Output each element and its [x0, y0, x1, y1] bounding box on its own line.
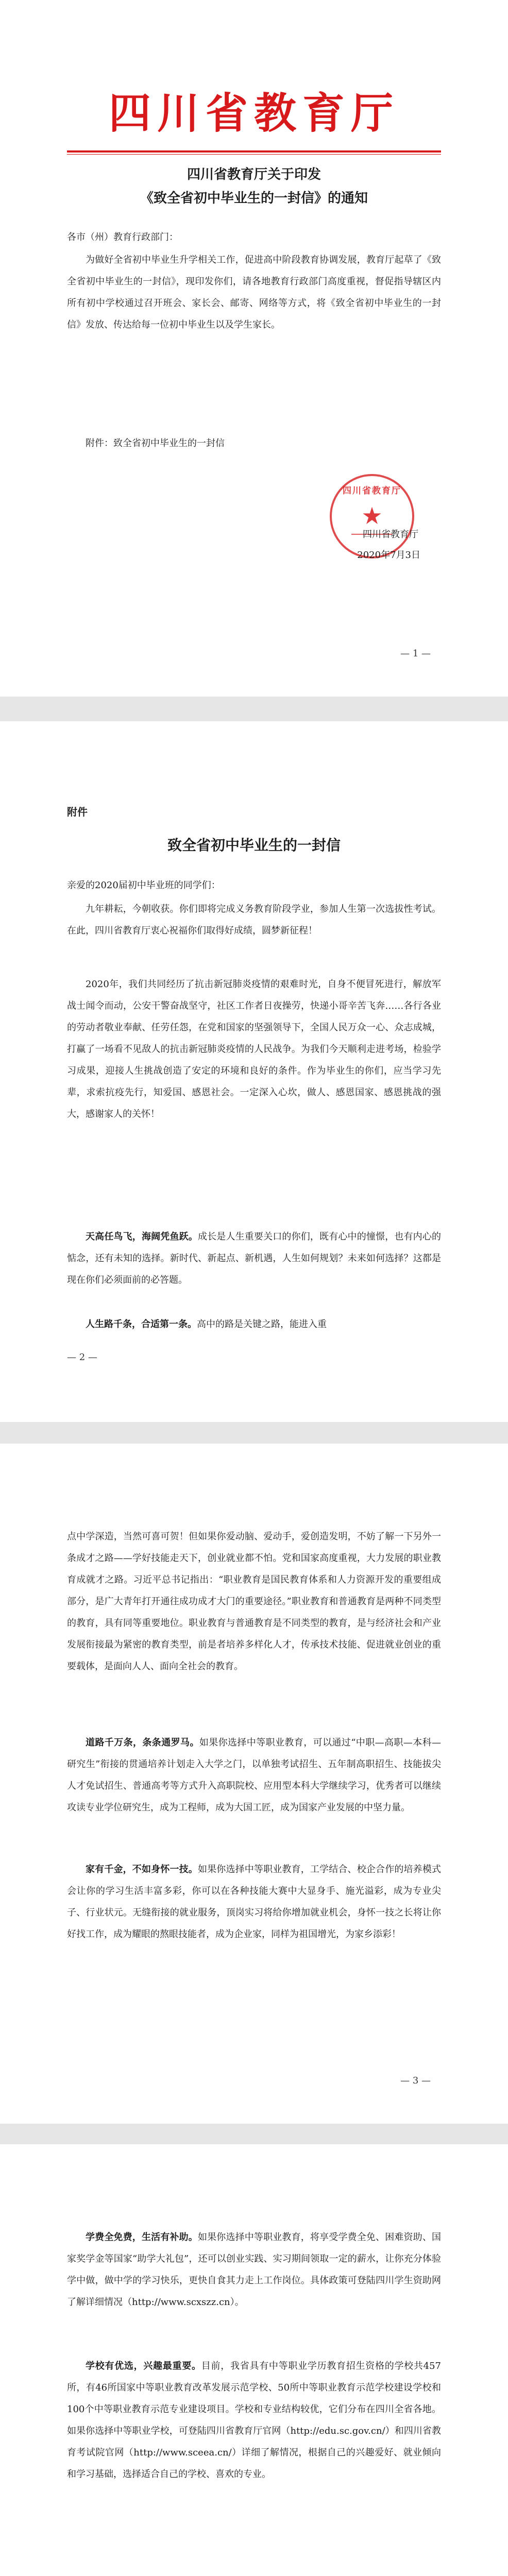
letter-paragraph — [67, 1314, 441, 1335]
letter-paragraph: 九年耕耘，今朝收获。你们即将完成义务教育阶段学业，参加人生第一次选拔性考试。在此，四川省教育厅衷心祝福你们取得好成绩，圆梦新征程！ — [67, 904, 441, 936]
paragraph-text: 目前，我省具有中等职业学历教育招生资格的学校共457所，有46所国家中等职业教育改革发展示范学校、50所中等职业教育示范学校建设学校和100个中等职业教育示范专业建设项目。学校和专业结构较优，它们分布在四川全省各地。如果你选择中等职业学校，可登陆四川省教育厅官网（http://edu.sc.gov.cn/）和四川省教育考试院官网（http://www.sceea.cn/）详细了解情况，根据自己的兴趣爱好、就业倾向和学习基础，选择适合自己的学校、喜欢的专业。 — [67, 2361, 442, 2480]
page-1 — [0, 0, 508, 697]
notice-title-line2: 《致全省初中毕业生的一封信》的通知 — [140, 191, 368, 206]
notice-date: 2020年7月3日 — [357, 550, 420, 561]
letter-paragraph — [67, 2572, 441, 2576]
paragraph-lead: 家有千金，不如身怀一技。 — [86, 1864, 198, 1875]
letter-paragraph — [67, 2355, 441, 2485]
page-number: — 1 — — [400, 648, 431, 659]
letter-paragraph: 2020年，我们共同经历了抗击新冠肺炎疫情的艰难时光，自身不便冒死进行，解放军战士闻令而动，公安干警奋战坚守，社区工作者日夜操劳，快递小哥辛苦飞奔……各行各业的劳动者敬业奉献、任劳任怨，在党和国家的坚强领导下，全国人民万众一心、众志成城，打赢了一场看不见敌人的抗击新冠肺炎疫情的人民战争。为我们今天顺利走进考场，检验学习成果，迎接人生挑战创造了安定的环境和良好的条件。作为毕业生的你们，应当学习先辈，求索抗疫先行，知爱国、感恩社会。一定深入心坎，做人、感恩国家、感恩挑战的强大，感谢家人的关怀！ — [67, 979, 441, 1120]
paragraph-text: 成长是人生重要关口的你们，既有心中的憧憬，也有内心的惦念，还有未知的选择。新时代、新起点、新机遇，人生如何规划？未来如何选择？这都是现在你们必须面前的必答题。 — [67, 1231, 442, 1285]
salutation: 各市（州）教育行政部门： — [67, 232, 178, 243]
paragraph-text: 如果你选择中等职业教育，可以通过“中职—高职—本科—研究生”衔接的贯通培养计划走入大学之门，以单独考试招生、五年制高职招生、技能拔尖人才免试招生、普通高考等方式升入高职院校、应用型本科大学继续学习，优秀者可以继续攻读专业学位研究生，成为工程师，成为大国工匠，成为国家产业发展的中坚力量。 — [67, 1737, 442, 1813]
signature: 四川省教育厅 — [363, 529, 418, 540]
letter-title: 致全省初中毕业生的一封信 — [167, 837, 341, 854]
paragraph-text: 如果你选择中等职业教育，工学结合、校企合作的培养模式会让你的学习生活丰富多彩，你可以在各种技能大赛中大显身手、施光溢彩，成为专业尖子、行业状元。无缝衔接的就业服务，顶岗实习将给你增加就业机会，身怀一技之长将让你好找工作，成为耀眼的熬眼技能者，成为企业家，同样为祖国增光，为家乡添彩！ — [67, 1864, 442, 1940]
letter-paragraph — [67, 1226, 441, 1291]
notice-title-line1: 四川省教育厅关于印发 — [187, 167, 321, 182]
paragraph-lead: 天高任鸟飞，海阔凭鱼跃。 — [86, 1231, 198, 1242]
letter-paragraph — [67, 1732, 441, 1819]
paragraph-lead: 道路千万条，条条通罗马。 — [86, 1737, 199, 1748]
star-icon: ★ — [361, 502, 383, 530]
page-2 — [0, 721, 508, 1422]
red-rule-thin — [67, 154, 441, 155]
letter-paragraph: 点中学深造，当然可喜可贺！但如果你爱动脑、爱动手，爱创造发明，不妨了解一下另外一条成才之路——学好技能走天下，创业就业都不怕。党和国家高度重视，大力发展的职业教育成就才之路。习近平总书记指出：“职业教育是国民教育体系和人力资源开发的重要组成部分，是广大青年打开通往成功成才大门的重要途径。”职业教育和普通教育是两种不同类型的教育，具有同等重要地位。职业教育与普通教育是不同类型的教育，是与经济社会和产业发展衔接最为紧密的教育类型，前是者培养多样化人才，传承技术技能、促进就业创业的重要载体，是面向人人、面向全社会的教育。 — [67, 1531, 441, 1672]
paragraph-text: 高中的路是关键之路，能进入重 — [197, 1319, 327, 1330]
page-number: — 3 — — [400, 2075, 431, 2086]
attachment-line: 附件：致全省初中毕业生的一封信 — [86, 438, 225, 449]
attachment-label: 附件 — [67, 806, 88, 818]
paragraph-text: 如果你选择中等职业教育，将享受学费全免、困难资助、国家奖学金等国家“助学大礼包”，还可以创业实践、实习期间领取一定的薪水，让你充分体验学中做，做中学的学习快乐，更快自食其力走上工作岗位。具体政策可登陆四川学生资助网了解详细情况（http://www.scxszz.cn）。 — [67, 2232, 442, 2308]
page-4 — [0, 2144, 508, 2576]
header-title: 四川省教育厅 — [108, 89, 399, 138]
red-rule-thick — [67, 150, 441, 152]
page-number: — 2 — — [67, 1352, 97, 1363]
seal-text: 四川省教育厅 — [343, 486, 401, 496]
paragraph-lead: 人生路千条，合适第一条。 — [86, 1319, 197, 1330]
paragraph-lead: 学费全免费，生活有补助。 — [86, 2232, 198, 2243]
letter-greeting: 亲爱的2020届初中毕业班的同学们： — [67, 880, 221, 891]
letter-paragraph — [67, 2227, 441, 2313]
page-3 — [0, 1444, 508, 2124]
notice-body: 为做好全省初中毕业生升学相关工作，促进高中阶段教育协调发展，教育厅起草了《致全省初中毕业生的一封信》，现印发你们，请各地教育行政部门高度重视，督促指导辖区内所有初中学校通过召开班会、家长会、邮寄、网络等方式，将《致全省初中毕业生的一封信》发放、传达给每一位初中毕业生以及学生家长。 — [67, 255, 441, 330]
paragraph-lead: 学校有优选，兴趣最重要。 — [86, 2361, 201, 2371]
letter-paragraph — [67, 1859, 441, 1945]
